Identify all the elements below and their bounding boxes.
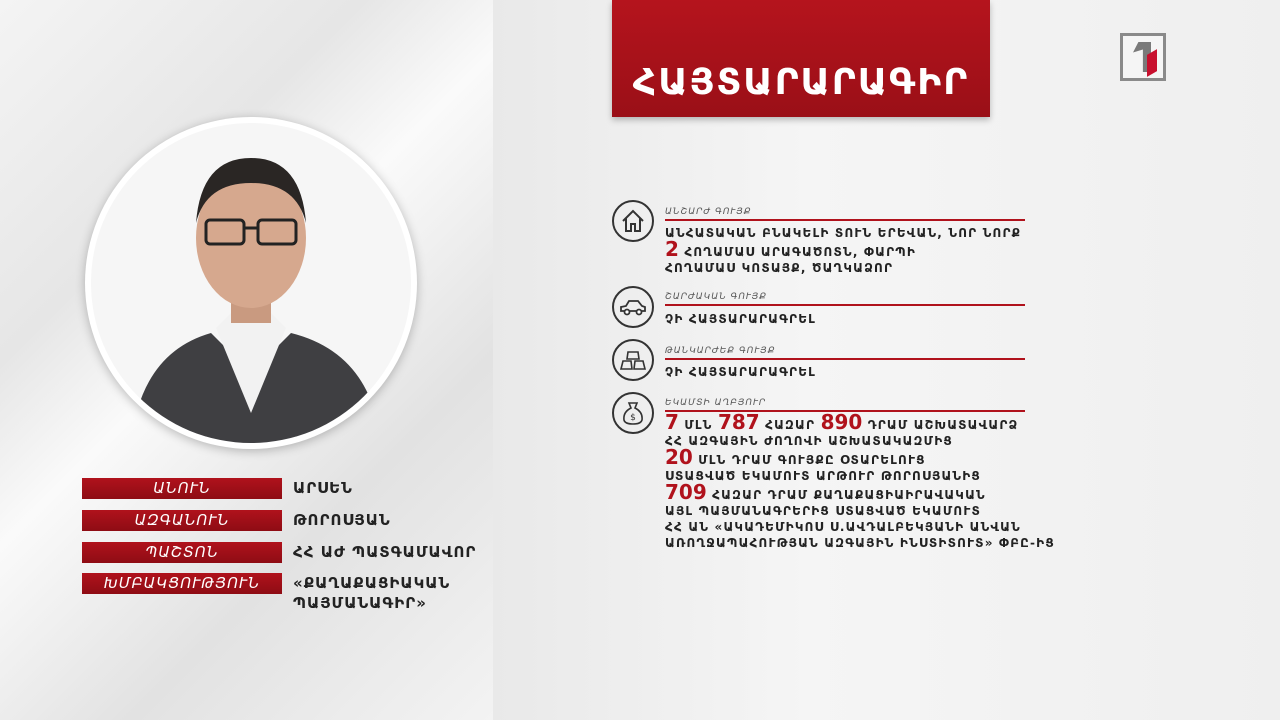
value-position: ՀՀ ԱԺ ՊԱՏԳԱՄԱՎՈՐ [293, 543, 477, 561]
gold-bars-icon [612, 339, 654, 381]
highlight-number: 709 [665, 480, 707, 504]
text: ՄԼՆ [684, 418, 713, 432]
section-body [665, 225, 1021, 276]
money-bag-icon [612, 392, 654, 434]
svg-text:$: $ [630, 413, 636, 423]
section-heading: ՇԱՐԺԱԿԱՆ ԳՈՒՅՔ [665, 292, 1025, 306]
text: ՀԱԶԱՐ ԴՐԱՄ ՔԱՂԱՔԱՑԻԱԻՐԱՎԱԿԱՆ [712, 488, 986, 502]
text-line: ՍՏԱՑՎԱԾ ԵԿԱՄՈՒՏ ԱՐԹՈՒՐ ԹՈՐՈՍՅԱՆԻՑ [665, 469, 981, 483]
highlight-number: 7 [665, 410, 679, 434]
car-icon [612, 286, 654, 328]
profile-row-name [82, 478, 502, 499]
profile-row-position [82, 542, 502, 563]
highlight-number: 890 [820, 410, 863, 434]
text-line: ԱՌՈՂՋԱՊԱՀՈՒԹՅԱՆ ԱԶԳԱՅԻՆ ԻՆՍՏԻՏՈՒՏ» ՓԲԸ-ԻՑ [665, 536, 1055, 550]
text-line: ՀՀ ԱԶԳԱՅԻՆ ԺՈՂՈՎԻ ԱՇԽԱՏԱԿԱԶՄԻՑ [665, 434, 953, 448]
section-heading: ԱՆՇԱՐԺ ԳՈՒՅՔ [665, 207, 1025, 221]
portrait-photo [85, 117, 417, 449]
highlight-number: 787 [717, 410, 760, 434]
text-line: ԱՅԼ ՊԱՅՄԱՆԱԳՐԵՐԻՑ ՍՏԱՑՎԱԾ ԵԿԱՄՈՒՏ [665, 504, 982, 518]
channel-logo [1120, 33, 1166, 81]
label-faction: ԽՄԲԱԿՑՈՒԹՅՈՒՆ [82, 573, 282, 594]
section-body: ՉԻ ՀԱՅՏԱՐԱՐԱԳՐԵԼ [665, 365, 817, 379]
section-heading: ԹԱՆԿԱՐԺԵՔ ԳՈՒՅՔ [665, 346, 1025, 360]
text-line: ՀՈՂԱՄԱՍ ԱՐԱԳԱԾՈՏՆ, ՓԱՐՊԻ [684, 245, 917, 259]
profile-row-surname [82, 510, 502, 531]
label-position: ՊԱՇՏՈՆ [82, 542, 282, 563]
section-body [665, 410, 1055, 551]
page-title: ՀԱՅՏԱՐԱՐԱԳԻՐ [612, 0, 990, 117]
text: ԴՐԱՄ ԱՇԽԱՏԱՎԱՐՁ [867, 418, 1019, 432]
value-faction: «ՔԱՂԱՔԱՑԻԱԿԱՆ ՊԱՅՄԱՆԱԳԻՐ» [293, 574, 451, 612]
text-line: ԱՆՀԱՏԱԿԱՆ ԲՆԱԿԵԼԻ ՏՈՒՆ ԵՐԵՎԱՆ, ՆՈՐ ՆՈՐՔ [665, 226, 1022, 240]
text-line: ՀՈՂԱՄԱՍ ԿՈՏԱՅՔ, ԾԱՂԿԱՁՈՐ [665, 261, 894, 275]
label-surname: ԱԶԳԱՆՈՒՆ [82, 510, 282, 531]
text: ՄԼՆ ԴՐԱՄ ԳՈՒՅՔԸ ՕՏԱՐԵԼՈՒՑ [698, 453, 926, 467]
profile-row-faction [82, 573, 502, 615]
text: ՀԱԶԱՐ [765, 418, 816, 432]
label-name: ԱՆՈՒՆ [82, 478, 282, 499]
highlight-number: 20 [665, 445, 693, 469]
value-name: ԱՐՍԵՆ [293, 479, 353, 497]
value-surname: ԹՈՐՈՍՅԱՆ [293, 511, 391, 529]
section-heading: ԵԿԱՄՏԻ ԱՂԲՅՈՒՐ [665, 398, 1025, 412]
section-body: ՉԻ ՀԱՅՏԱՐԱՐԱԳՐԵԼ [665, 312, 817, 326]
house-icon [612, 200, 654, 242]
text-line: ՀՀ ԱՆ «ԱԿԱԴԵՄԻԿՈՍ Ս.ԱՎԴԱԼԲԵԿՅԱՆԻ ԱՆՎԱՆ [665, 520, 1021, 534]
highlight-number: 2 [665, 237, 679, 261]
